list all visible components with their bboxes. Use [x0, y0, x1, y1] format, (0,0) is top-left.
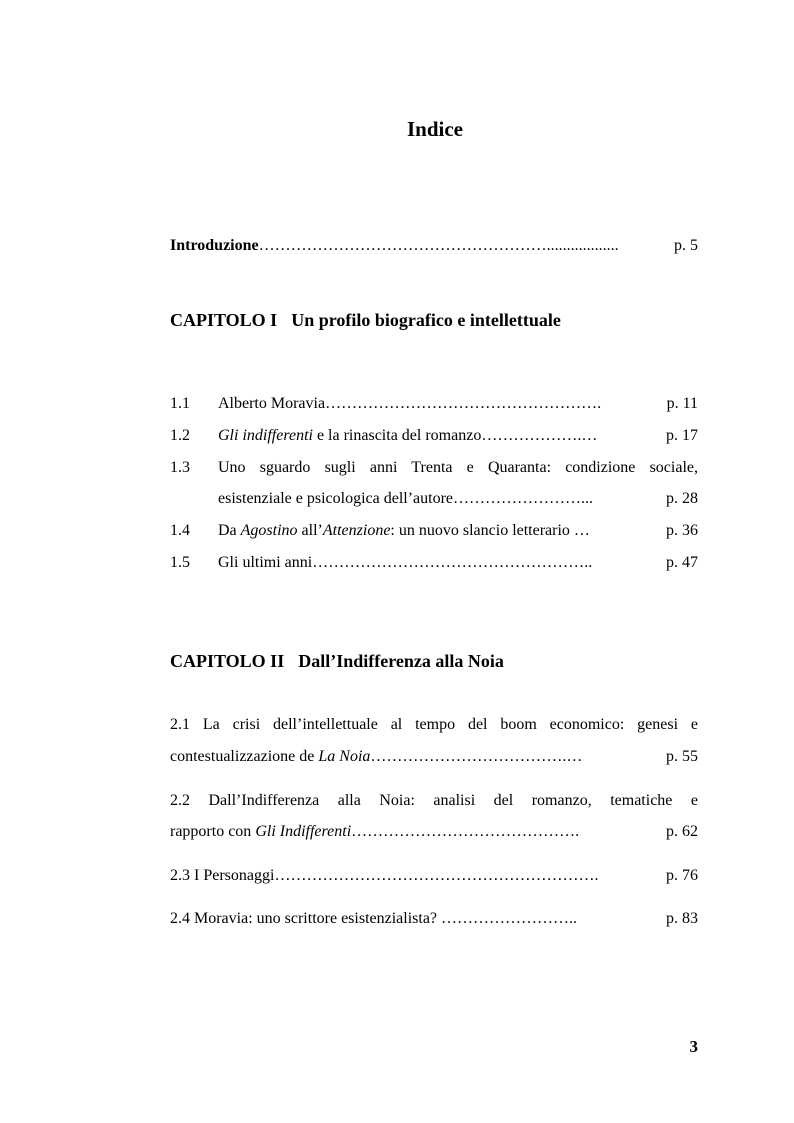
dot-leader: ……………………………………………………. — [274, 867, 599, 884]
dot-leader: ……………………………………………….................. — [258, 237, 619, 254]
toc-page-ref: p. 36 — [666, 522, 698, 539]
toc-entry-1-3[interactable] — [170, 458, 698, 478]
toc-page-ref: p. 47 — [666, 554, 698, 571]
chapter-title: Dall’Indifferenza alla Noia — [298, 651, 504, 671]
chapter-heading-1 — [170, 310, 561, 331]
section-number: 1.5 — [170, 554, 190, 571]
dot-leader: …………………………………………….. — [312, 554, 593, 571]
chapter-heading-2 — [170, 651, 504, 672]
dot-leader: ……………………………………………. — [325, 395, 602, 412]
section-title-italic: Gli Indifferenti — [255, 823, 352, 840]
toc-page-ref: p. 5 — [674, 237, 698, 254]
section-title-pre: Da — [218, 522, 241, 539]
toc-entry-2-2-cont[interactable] — [170, 822, 698, 842]
toc-page-ref: p. 76 — [666, 867, 698, 884]
section-number: 1.2 — [170, 427, 190, 444]
toc-page-ref: p. 55 — [666, 748, 698, 765]
section-title-italic: Agostino — [240, 522, 298, 539]
section-title: Uno sguardo sugli anni Trenta e Quaranta: condizione sociale, — [218, 459, 698, 476]
toc-entry-1-2[interactable] — [170, 426, 698, 446]
dot-leader: …………………….. — [441, 910, 578, 927]
toc-entry-2-4[interactable] — [170, 909, 698, 929]
section-title-italic-2: Attenzione — [322, 522, 391, 539]
page-title: Indice — [406, 117, 463, 141]
chapter-label: CAPITOLO II — [170, 651, 285, 671]
section-title: 2.2 Dall’Indifferenza alla Noia: analisi del romanzo, tematiche e — [170, 792, 698, 809]
chapter-title: Un profilo biografico e intellettuale — [291, 310, 561, 330]
section-title: 2.4 Moravia: uno scrittore esistenzialista? — [170, 910, 442, 927]
toc-entry-1-1[interactable] — [170, 394, 698, 414]
section-title-mid: all’ — [297, 522, 323, 539]
toc-entry-1-4[interactable] — [170, 521, 698, 541]
section-number: 1.4 — [170, 522, 190, 539]
section-title: 2.3 I Personaggi — [170, 867, 275, 884]
toc-entry-2-2[interactable] — [170, 791, 698, 811]
toc-entry-label: Introduzione — [170, 237, 259, 254]
section-title-pre: contestualizzazione de — [170, 748, 319, 765]
dot-leader: ……………………... — [453, 490, 594, 507]
section-title: : un nuovo slancio letterario … — [390, 522, 590, 539]
section-title: Alberto Moravia — [218, 395, 326, 412]
section-title: e la rinascita del romanzo — [312, 427, 482, 444]
toc-entry-2-1[interactable] — [170, 715, 698, 735]
toc-entry-1-3-cont[interactable] — [170, 489, 698, 509]
section-title-italic: Gli indifferenti — [218, 427, 313, 444]
dot-leader: ……………………………………. — [351, 823, 580, 840]
toc-page-ref: p. 17 — [666, 427, 698, 444]
section-title: 2.1 La crisi dell’intellettuale al tempo del boom economico: genesi e — [170, 716, 698, 733]
page-number: 3 — [689, 1037, 698, 1056]
toc-page-ref: p. 28 — [666, 490, 698, 507]
toc-entry-2-3[interactable] — [170, 866, 698, 886]
toc-page-ref: p. 11 — [666, 395, 698, 412]
toc-entry-1-5[interactable] — [170, 553, 698, 573]
section-number: 1.3 — [170, 459, 190, 476]
toc-entry-introduzione[interactable] — [170, 236, 698, 256]
toc-entry-2-1-cont[interactable] — [170, 747, 698, 767]
dot-leader: ……………………………….… — [370, 748, 583, 765]
section-title-cont: esistenziale e psicologica dell’autore — [218, 490, 454, 507]
section-title-italic: La Noia — [318, 748, 371, 765]
chapter-label: CAPITOLO I — [170, 310, 278, 330]
dot-leader: ……………….… — [481, 427, 598, 444]
section-title-pre: rapporto con — [170, 823, 256, 840]
toc-page-ref: p. 62 — [666, 823, 698, 840]
section-title: Gli ultimi anni — [218, 554, 313, 571]
section-number: 1.1 — [170, 395, 190, 412]
toc-page-ref: p. 83 — [666, 910, 698, 927]
